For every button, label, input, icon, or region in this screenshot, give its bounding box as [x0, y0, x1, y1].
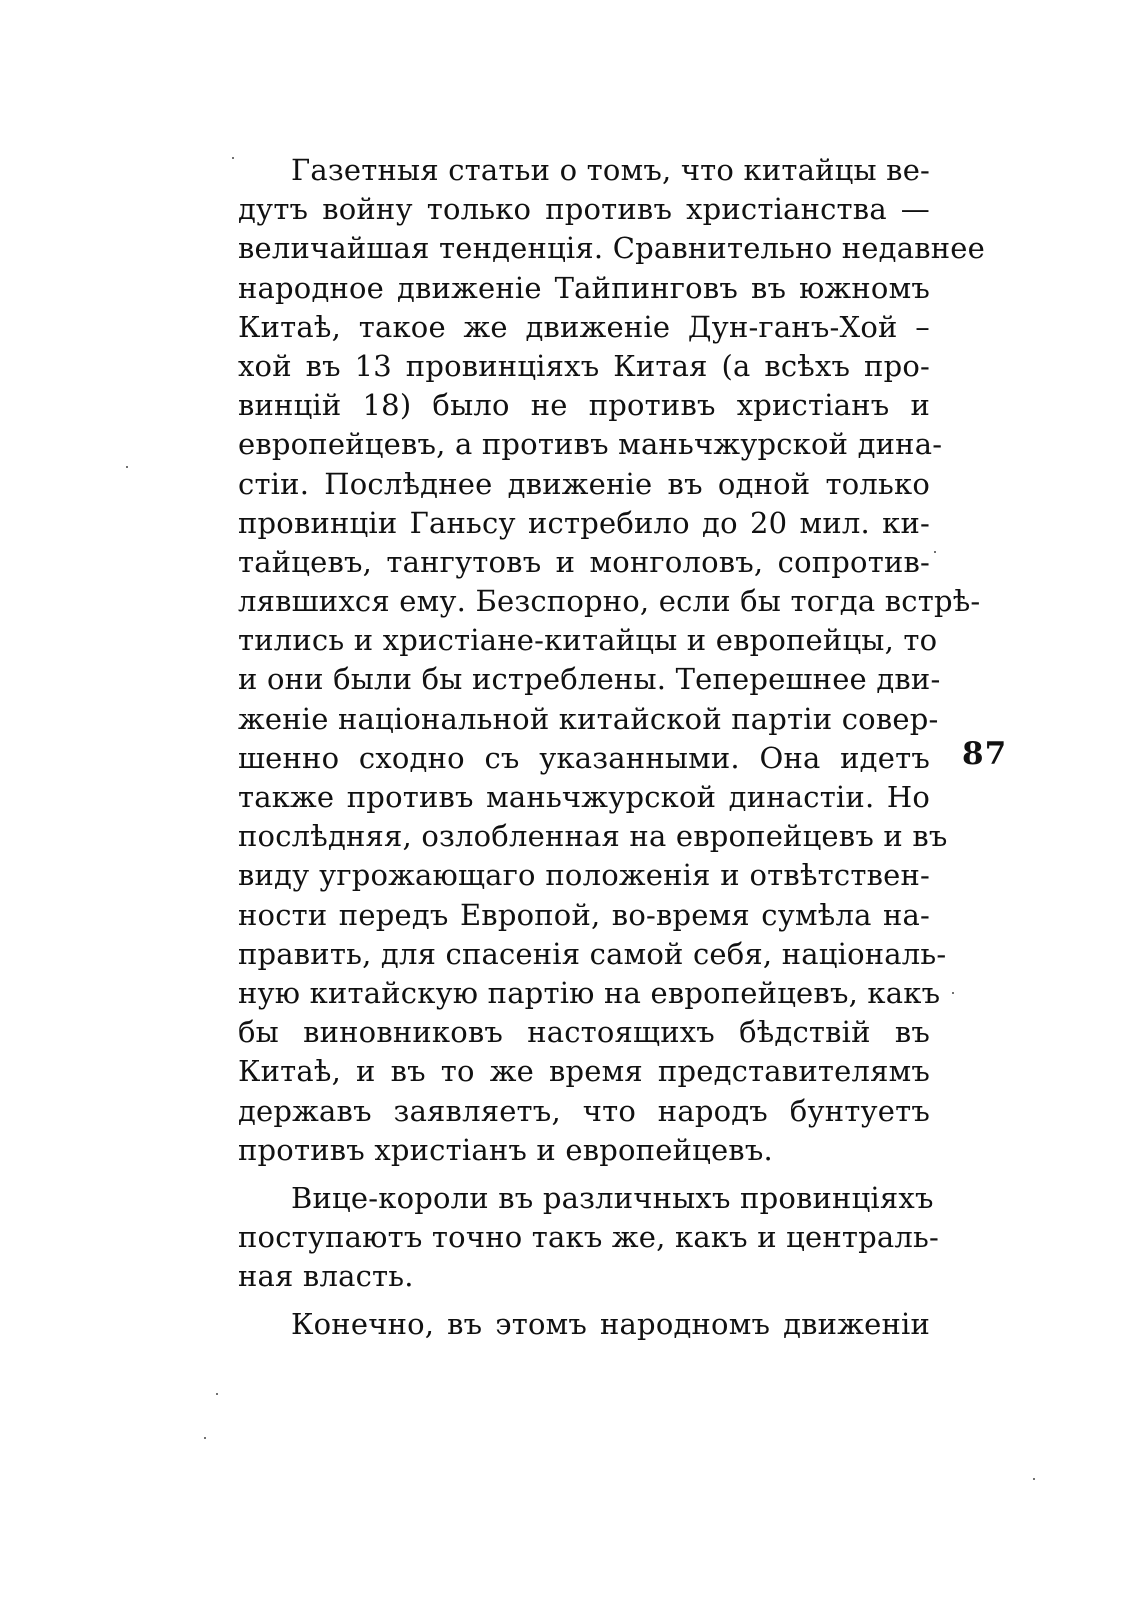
text-line: Конечно, въ этомъ народномъ движеніи	[291, 1307, 930, 1342]
text-line: Газетныя статьи о томъ, что китайцы ве-	[291, 153, 931, 187]
text-line: шенно сходно съ указанными. Она идетъ	[238, 740, 930, 775]
text-line: женіе національной китайской партіи совер-	[238, 701, 939, 736]
text-line: ную китайскую партію на европейцевъ, какъ	[238, 975, 941, 1010]
text-line: противъ христіанъ и европейцевъ.	[238, 1132, 773, 1167]
scan-speck	[126, 466, 128, 468]
text-line: тайцевъ, тангутовъ и монголовъ, сопротив-	[238, 544, 930, 579]
scan-speck	[934, 551, 936, 553]
text-line: дутъ войну только противъ христіанства —	[238, 192, 930, 227]
text-line: величайшая тенденція. Сравнительно недавнее	[238, 231, 985, 266]
text-line: и они были бы истреблены. Теперешнее дви-	[238, 662, 941, 697]
scan-speck	[216, 1393, 218, 1395]
text-line: также противъ маньчжурской династіи. Но	[238, 780, 930, 814]
text-line: стіи. Послѣднее движеніе въ одной только	[238, 466, 930, 501]
text-line: править, для спасенія самой себя, національ-	[238, 936, 947, 971]
text-line: бы виновниковъ настоящихъ бѣдствій въ	[238, 1015, 930, 1050]
text-line: европейцевъ, а противъ маньчжурской дина-	[238, 427, 943, 462]
text-line: виду угрожающаго положенія и отвѣтствен-	[238, 858, 930, 893]
text-line: тились и христіане-китайцы и европейцы, то	[238, 623, 938, 658]
scan-speck	[232, 157, 234, 159]
text-line: послѣдняя, озлобленная на европейцевъ и въ	[238, 819, 948, 854]
text-line: лявшихся ему. Безспорно, если бы тогда встрѣ-	[238, 584, 981, 619]
text-line: Китаѣ, и въ то же время представителямъ	[238, 1054, 930, 1089]
text-line: поступаютъ точно такъ же, какъ и централь-	[238, 1220, 940, 1255]
text-line: винцій 18) было не противъ христіанъ и	[238, 388, 930, 423]
text-line: Китаѣ, такое же движеніе Дун-ганъ-Хой –	[238, 309, 930, 344]
text-line: Вице-короли въ различныхъ провинціяхъ	[291, 1180, 934, 1215]
paragraph-gap	[238, 1170, 930, 1179]
text-line: ная власть.	[238, 1259, 414, 1294]
paragraph-gap	[238, 1296, 930, 1305]
scan-speck	[204, 1437, 206, 1439]
scan-speck	[1033, 1478, 1035, 1480]
text-line: ности передъ Европой, во-время сумѣла на-	[238, 897, 930, 932]
text-line: провинціи Ганьсу истребило до 20 мил. ки-	[238, 505, 930, 540]
page-number: 87	[962, 736, 1008, 772]
scan-speck	[952, 992, 954, 994]
text-line: хой въ 13 провинціяхъ Китая (а всѣхъ про-	[238, 348, 930, 383]
text-line: державъ заявляетъ, что народъ бунтуетъ	[238, 1093, 930, 1128]
text-line: народное движеніе Тайпинговъ въ южномъ	[238, 270, 930, 305]
